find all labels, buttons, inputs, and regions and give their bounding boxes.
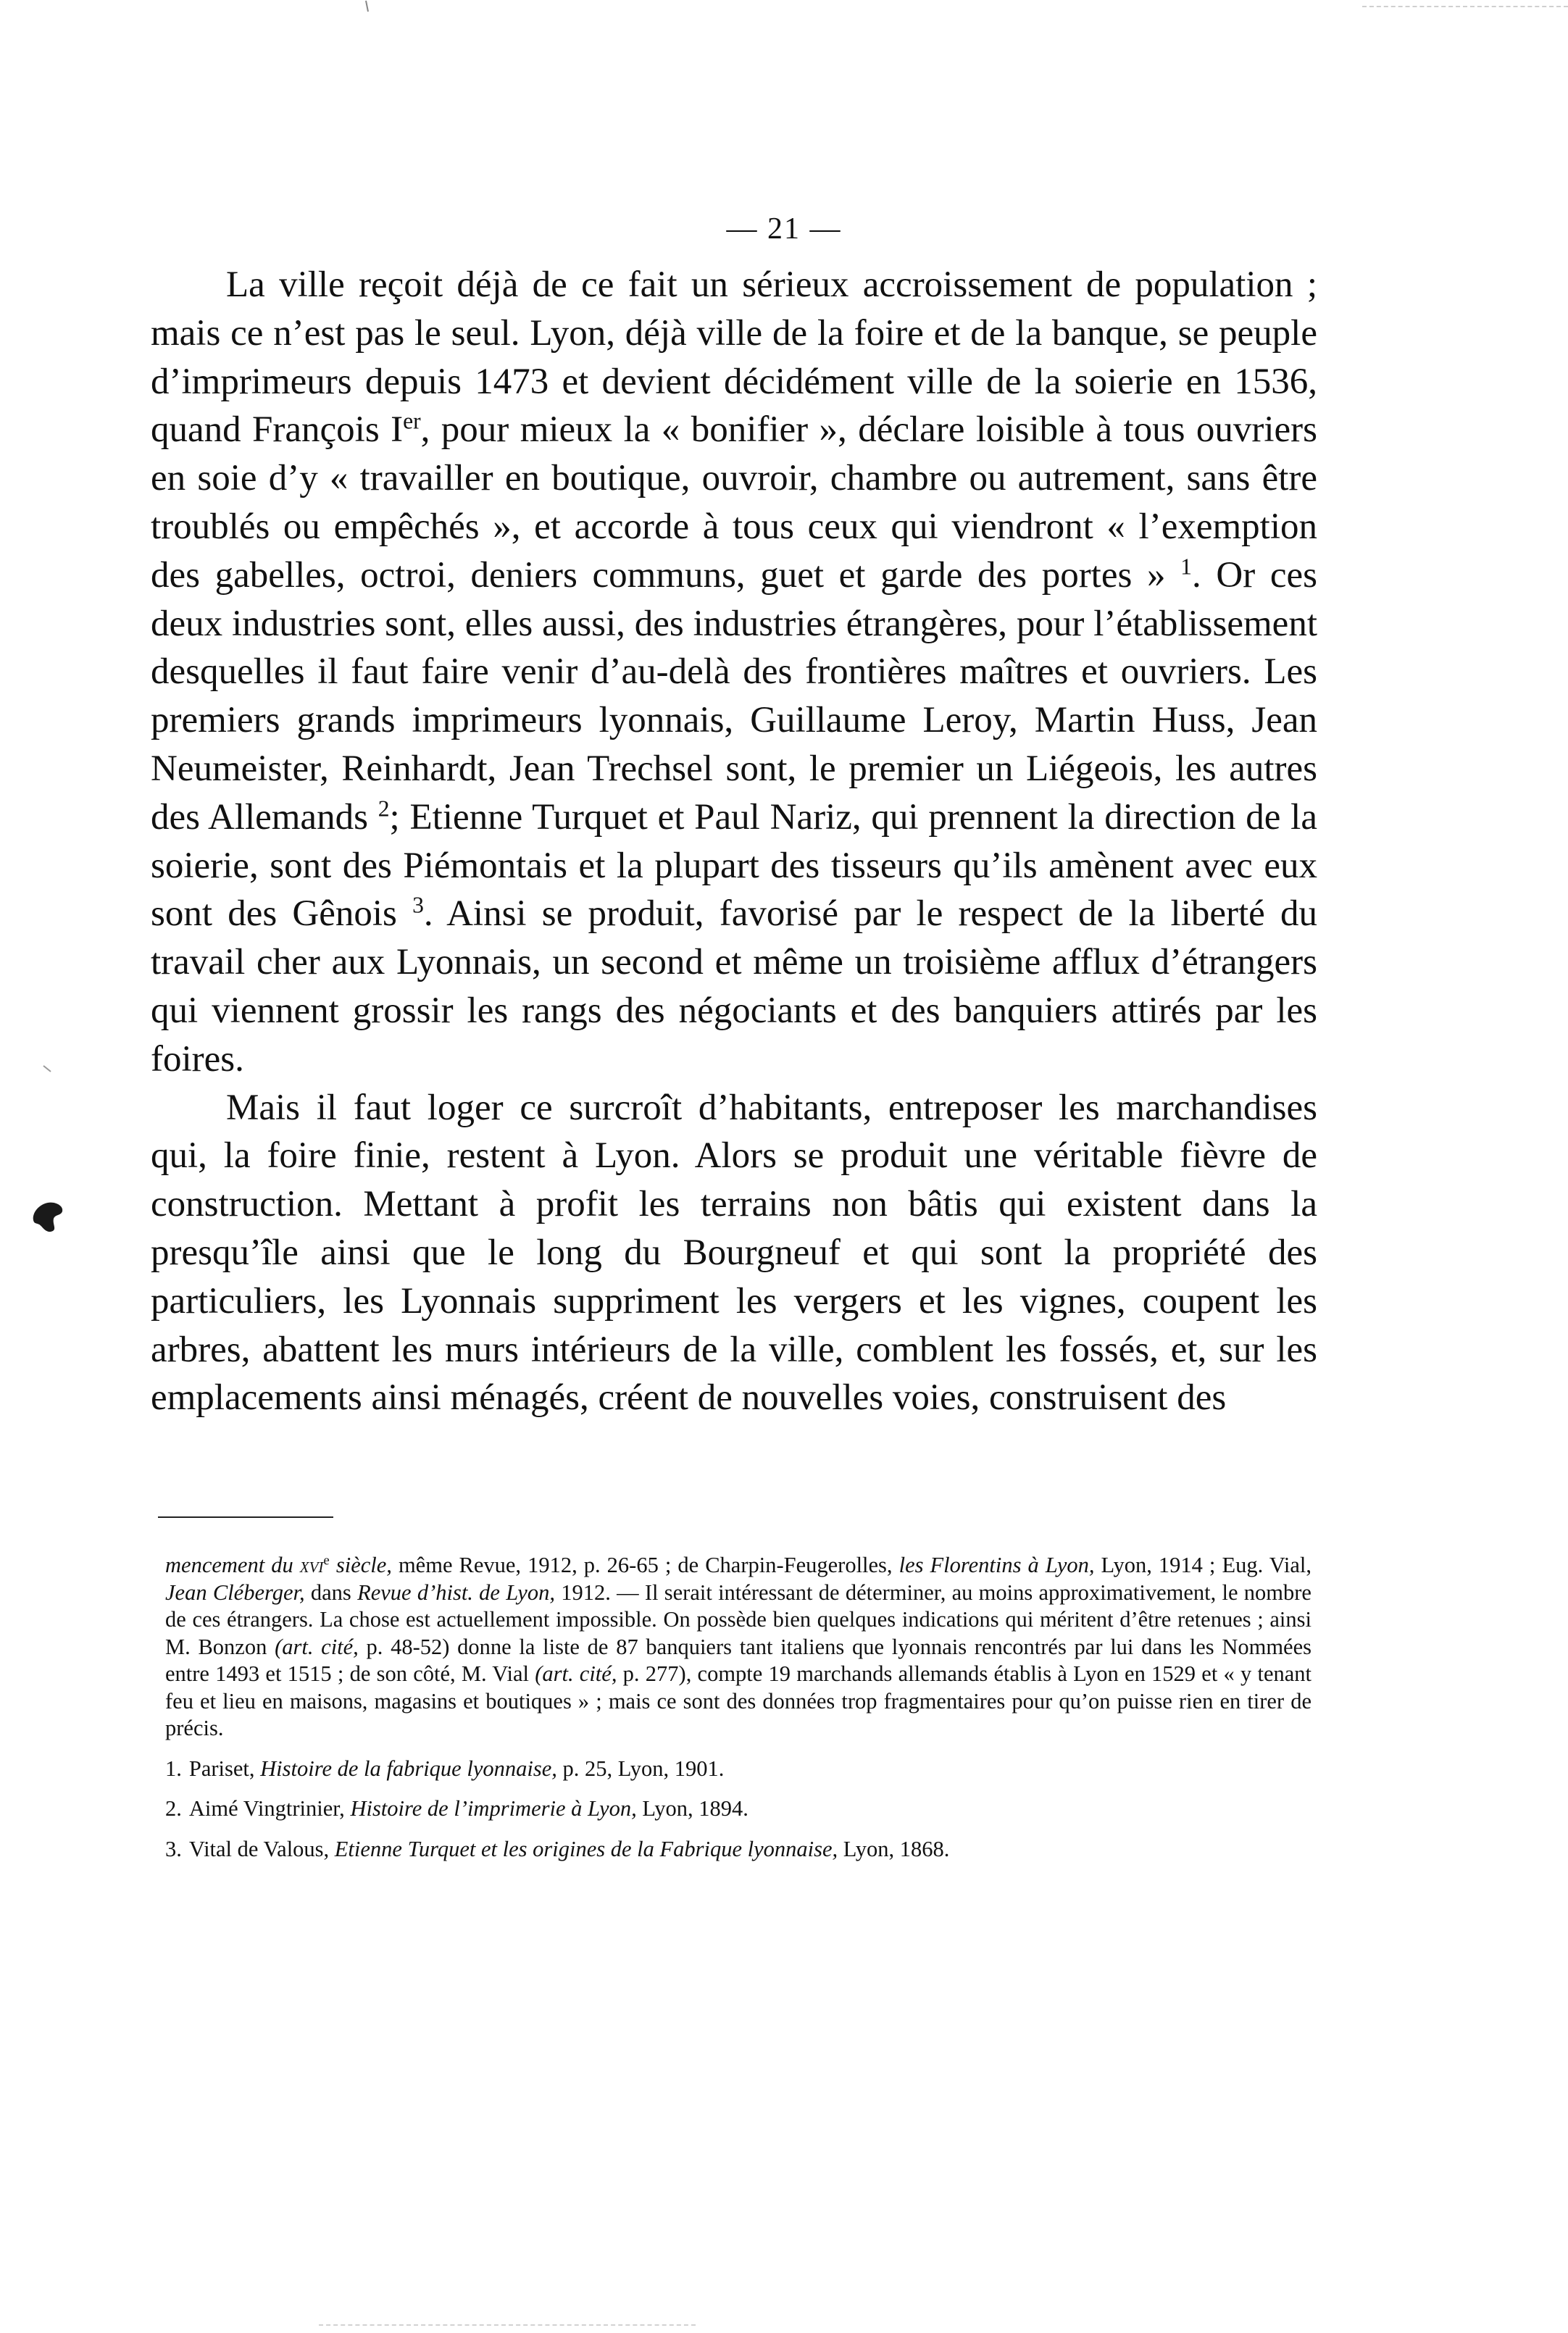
ink-speck	[364, 0, 371, 13]
ink-blot	[29, 1198, 67, 1233]
footnote-rest: Lyon, 1868.	[838, 1836, 950, 1861]
footnote-2	[165, 1795, 1311, 1823]
footnote-number: 2.	[165, 1796, 182, 1821]
margin-mark	[42, 1064, 52, 1074]
footnote-1	[165, 1756, 1311, 1783]
footnote-number: 3.	[165, 1836, 182, 1861]
text-run: La ville reçoit déjà de ce fait un sérieux accroissement de population ; mais ce n’est pas le seul. Lyon, déjà ville de la foire et de la banque, se peuple d’imprimeurs depuis 1473 et devient décidément ville de la soierie en 1536, quand François I	[151, 264, 1317, 451]
footnote-separator	[158, 1516, 333, 1518]
italic-run: mencement du	[165, 1553, 300, 1577]
footnotes	[165, 1552, 1311, 1863]
italic-run: (art. cité,	[535, 1661, 617, 1686]
italic-run: Jean Cléberger,	[165, 1579, 305, 1605]
text-run: 1912. — Il serait intéressant de déterminer, au moins approximativement, le nombre de ces étrangers. La chose est actuellement impossible. On possède bien quelques indications qui méritent d’être retenues ; ainsi M. Bonzon	[165, 1579, 1311, 1659]
footnote-title: Histoire de la fabrique lyonnaise,	[260, 1756, 557, 1781]
footnote-ref-2: 2	[378, 796, 390, 822]
footnote-ref-3: 3	[412, 892, 424, 918]
main-text	[151, 261, 1317, 1422]
italic-run: siècle,	[329, 1553, 392, 1577]
paragraph	[151, 261, 1317, 1084]
paragraph: Mais il faut loger ce surcroît d’habitants, entreposer les marchandises qui, la foire finie, restent à Lyon. Alors se produit une véritable fièvre de construction. Mettant à profit les terrains non bâtis qui existent dans la presqu’île ainsi que le long du Bourgneuf et qui sont la propriété des particuliers, les Lyonnais suppriment les vergers et les vignes, coupent les arbres, abattent les murs intérieurs de la ville, comblent les fossés, et, sur les emplacements ainsi ménagés, créent de nouvelles voies, construisent des	[151, 1087, 1317, 1419]
superscript: er	[403, 409, 421, 434]
text-run: Lyon, 1914 ; Eug. Vial,	[1094, 1553, 1311, 1577]
text-run: p. 48-52) donne la liste de 87 banquiers tant italiens que lyonnais rencontrés par lui dans les Nommées entre 1493 et 1515 ; de son côté, M. Vial	[165, 1634, 1311, 1686]
italic-run: les Florentins à Lyon,	[898, 1553, 1095, 1577]
footnote-title: Etienne Turquet et les origines de la Fabrique lyonnaise,	[334, 1836, 838, 1861]
scan-edge-mark	[1362, 6, 1568, 9]
italic-run: Revue d’hist. de Lyon,	[357, 1579, 555, 1605]
footnote-title: Histoire de l’imprimerie à Lyon,	[350, 1796, 637, 1821]
text-run: même Revue, 1912, p. 26-65 ; de Charpin-Feugerolles,	[391, 1553, 899, 1577]
footnote-ref-1: 1	[1180, 554, 1192, 580]
text-run: dans	[304, 1579, 358, 1605]
footnote-continuation	[165, 1552, 1311, 1743]
text-run: . Ainsi se produit, favorisé par le respect de la liberté du travail cher aux Lyonnais, un second et même un troisième afflux d’étrangers qui viennent grossir les rangs des négociants et des banquiers attirés par les foires.	[151, 893, 1317, 1080]
page-number: — 21 —	[726, 212, 842, 246]
footnote-3	[165, 1836, 1311, 1864]
footnote-rest: p. 25, Lyon, 1901.	[556, 1756, 725, 1781]
small-caps-run: xvi	[299, 1553, 324, 1577]
superscript: e	[323, 1553, 330, 1569]
text-run: , pour mieux la « bonifier », déclare loisible à tous ouvriers en soie d’y « travailler en boutique, ouvroir, chambre ou autrement, sans être troublés ou empêchés », et accorde à tous ceux qui viendront « l’exemption des gabelles, octroi, deniers communs, guet et garde des portes »	[151, 409, 1317, 596]
text-run: ; Etienne Turquet et Paul Nariz, qui prennent la direction de la soierie, sont des Piémontais et la plupart des tisseurs qu’ils amènent avec eux sont des Gênois	[151, 796, 1317, 935]
footnote-author: Vital de Valous,	[188, 1836, 335, 1861]
text-run: . Or ces deux industries sont, elles aussi, des industries étrangères, pour l’établissement desquelles il faut faire venir d’au-delà des frontières maîtres et ouvriers. Les premiers grands imprimeurs lyonnais, Guillaume Leroy, Martin Huss, Jean Neumeister, Reinhardt, Jean Trechsel sont, le premier un Liégeois, les autres des Allemands	[151, 554, 1317, 838]
footnote-rest: Lyon, 1894.	[636, 1796, 748, 1821]
footnote-author: Aimé Vingtrinier,	[188, 1796, 351, 1821]
italic-run: (art. cité,	[275, 1634, 359, 1659]
text-run: p. 277), compte 19 marchands allemands établis à Lyon en 1529 et « y tenant feu et lieu en maisons, magasins et boutiques » ; mais ce sont des données trop fragmentaires pour qu’on puisse rien en tirer de précis.	[165, 1661, 1311, 1740]
scan-edge-mark	[319, 2324, 696, 2328]
footnote-number: 1.	[165, 1756, 182, 1781]
footnote-author: Pariset,	[188, 1756, 261, 1781]
